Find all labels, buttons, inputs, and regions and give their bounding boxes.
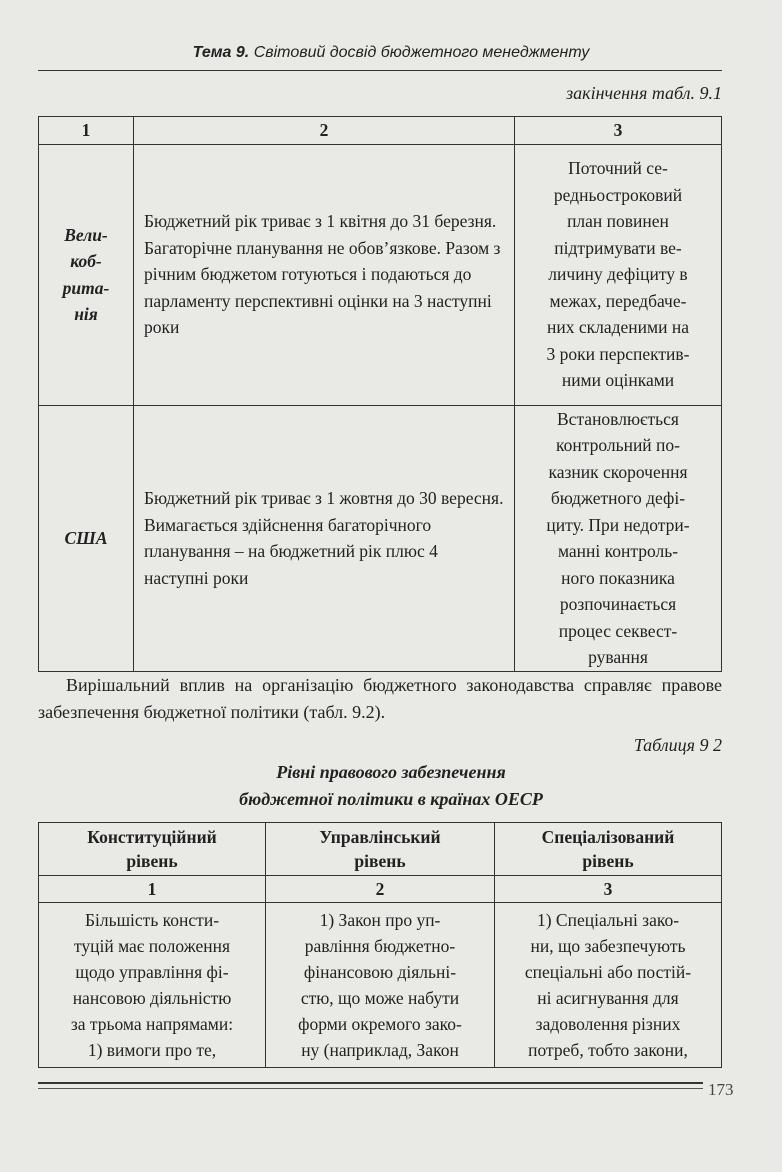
country-name: США: [64, 527, 108, 548]
budget-year-description: Бюджетний рік триває з 1 жовтня до 30 вересня. Вимагається здійснення багаторічного планування – на бюджетний рік плюс 4 наступні роки: [144, 488, 504, 588]
table-row: [39, 903, 722, 1068]
table-9-1: [38, 116, 722, 672]
requirement-cell: [515, 405, 722, 671]
table2-title-line1: Рівні правового забезпечення: [276, 762, 506, 782]
requirement-text: Встановлюється контрольний по- казник скорочення бюджетного дефі- циту. При недотри- манні контроль- ного показника розпочинається процес секвест- рування: [546, 408, 690, 667]
table-9-2: [38, 822, 722, 1068]
specialized-cell: [495, 903, 722, 1068]
table1-col-number: 1: [39, 117, 134, 145]
table-row: [39, 405, 722, 671]
country-cell: [39, 144, 134, 405]
budget-year-description: Бюджетний рік триває з 1 квітня до 31 березня. Багаторічне планування не обов’язкове. Разом з річним бюджетом готуються і подаються до парламенту перспективні оцінки на 3 наступні роки: [144, 211, 501, 338]
table1-col-number: 2: [134, 117, 515, 145]
body-paragraph: Вирішальний вплив на організацію бюджетного законодавства справляє правове забезпечення бюджетної політики (табл. 9.2).: [38, 675, 722, 722]
table1-continuation-label: закінчення табл. 9.1: [566, 83, 722, 103]
header-label: Управлінський рівень: [319, 827, 441, 871]
cell-text: 1) Закон про уп- равління бюджетно- фінансовою діяльні- стю, що може набути форми окремого зако- ну (наприклад, Закон: [298, 910, 462, 1060]
cell-text: Більшість консти- туцій має положення щодо управління фі- нансовою діяльністю за трьома напрямами: 1) вимоги про те,: [70, 910, 234, 1060]
administrative-cell: [266, 903, 495, 1068]
table2-header-specialized: [495, 823, 722, 876]
budget-year-cell: [134, 405, 515, 671]
table2-label: Таблиця 9 2: [633, 735, 722, 755]
country-cell: [39, 405, 134, 671]
header-topic-title: Світовий досвід бюджетного менеджменту: [253, 44, 590, 61]
running-header: [0, 44, 782, 62]
table-row: [39, 144, 722, 405]
table2-col-number: 2: [266, 876, 495, 903]
requirement-text: Поточний се- редньостроковий план повинен підтримувати ве- личину дефіциту в межах, передбаче- них складеними на 3 роки перспектив- ними оцінками: [546, 158, 690, 391]
footer-divider-thin: [38, 1088, 703, 1089]
header-divider: [38, 70, 722, 71]
footer-divider: [38, 1082, 703, 1084]
table2-col-number: 1: [39, 876, 266, 903]
table2-header-administrative: [266, 823, 495, 876]
constitutional-cell: [39, 903, 266, 1068]
table2-col-number: 3: [495, 876, 722, 903]
table1-number-row: [39, 117, 722, 145]
table2-title-line2: бюджетної політики в країнах ОЕСР: [239, 789, 543, 809]
header-label: Конституційний рівень: [87, 827, 217, 871]
country-name: Вели- коб- рита- нія: [62, 224, 110, 324]
page-number: 173: [708, 1080, 734, 1099]
budget-year-cell: [134, 144, 515, 405]
table2-header-constitutional: [39, 823, 266, 876]
table1-col-number: 3: [515, 117, 722, 145]
header-topic-prefix: Тема 9.: [192, 44, 250, 61]
cell-text: 1) Спеціальні зако- ни, що забезпечують спеціальні або постій- ні асигнування для задоволення різних потреб, тобто закони,: [524, 910, 692, 1060]
requirement-cell: [515, 144, 722, 405]
table2-header-row: [39, 823, 722, 876]
table2-number-row: [39, 876, 722, 903]
header-label: Спеціалізований рівень: [541, 827, 675, 871]
